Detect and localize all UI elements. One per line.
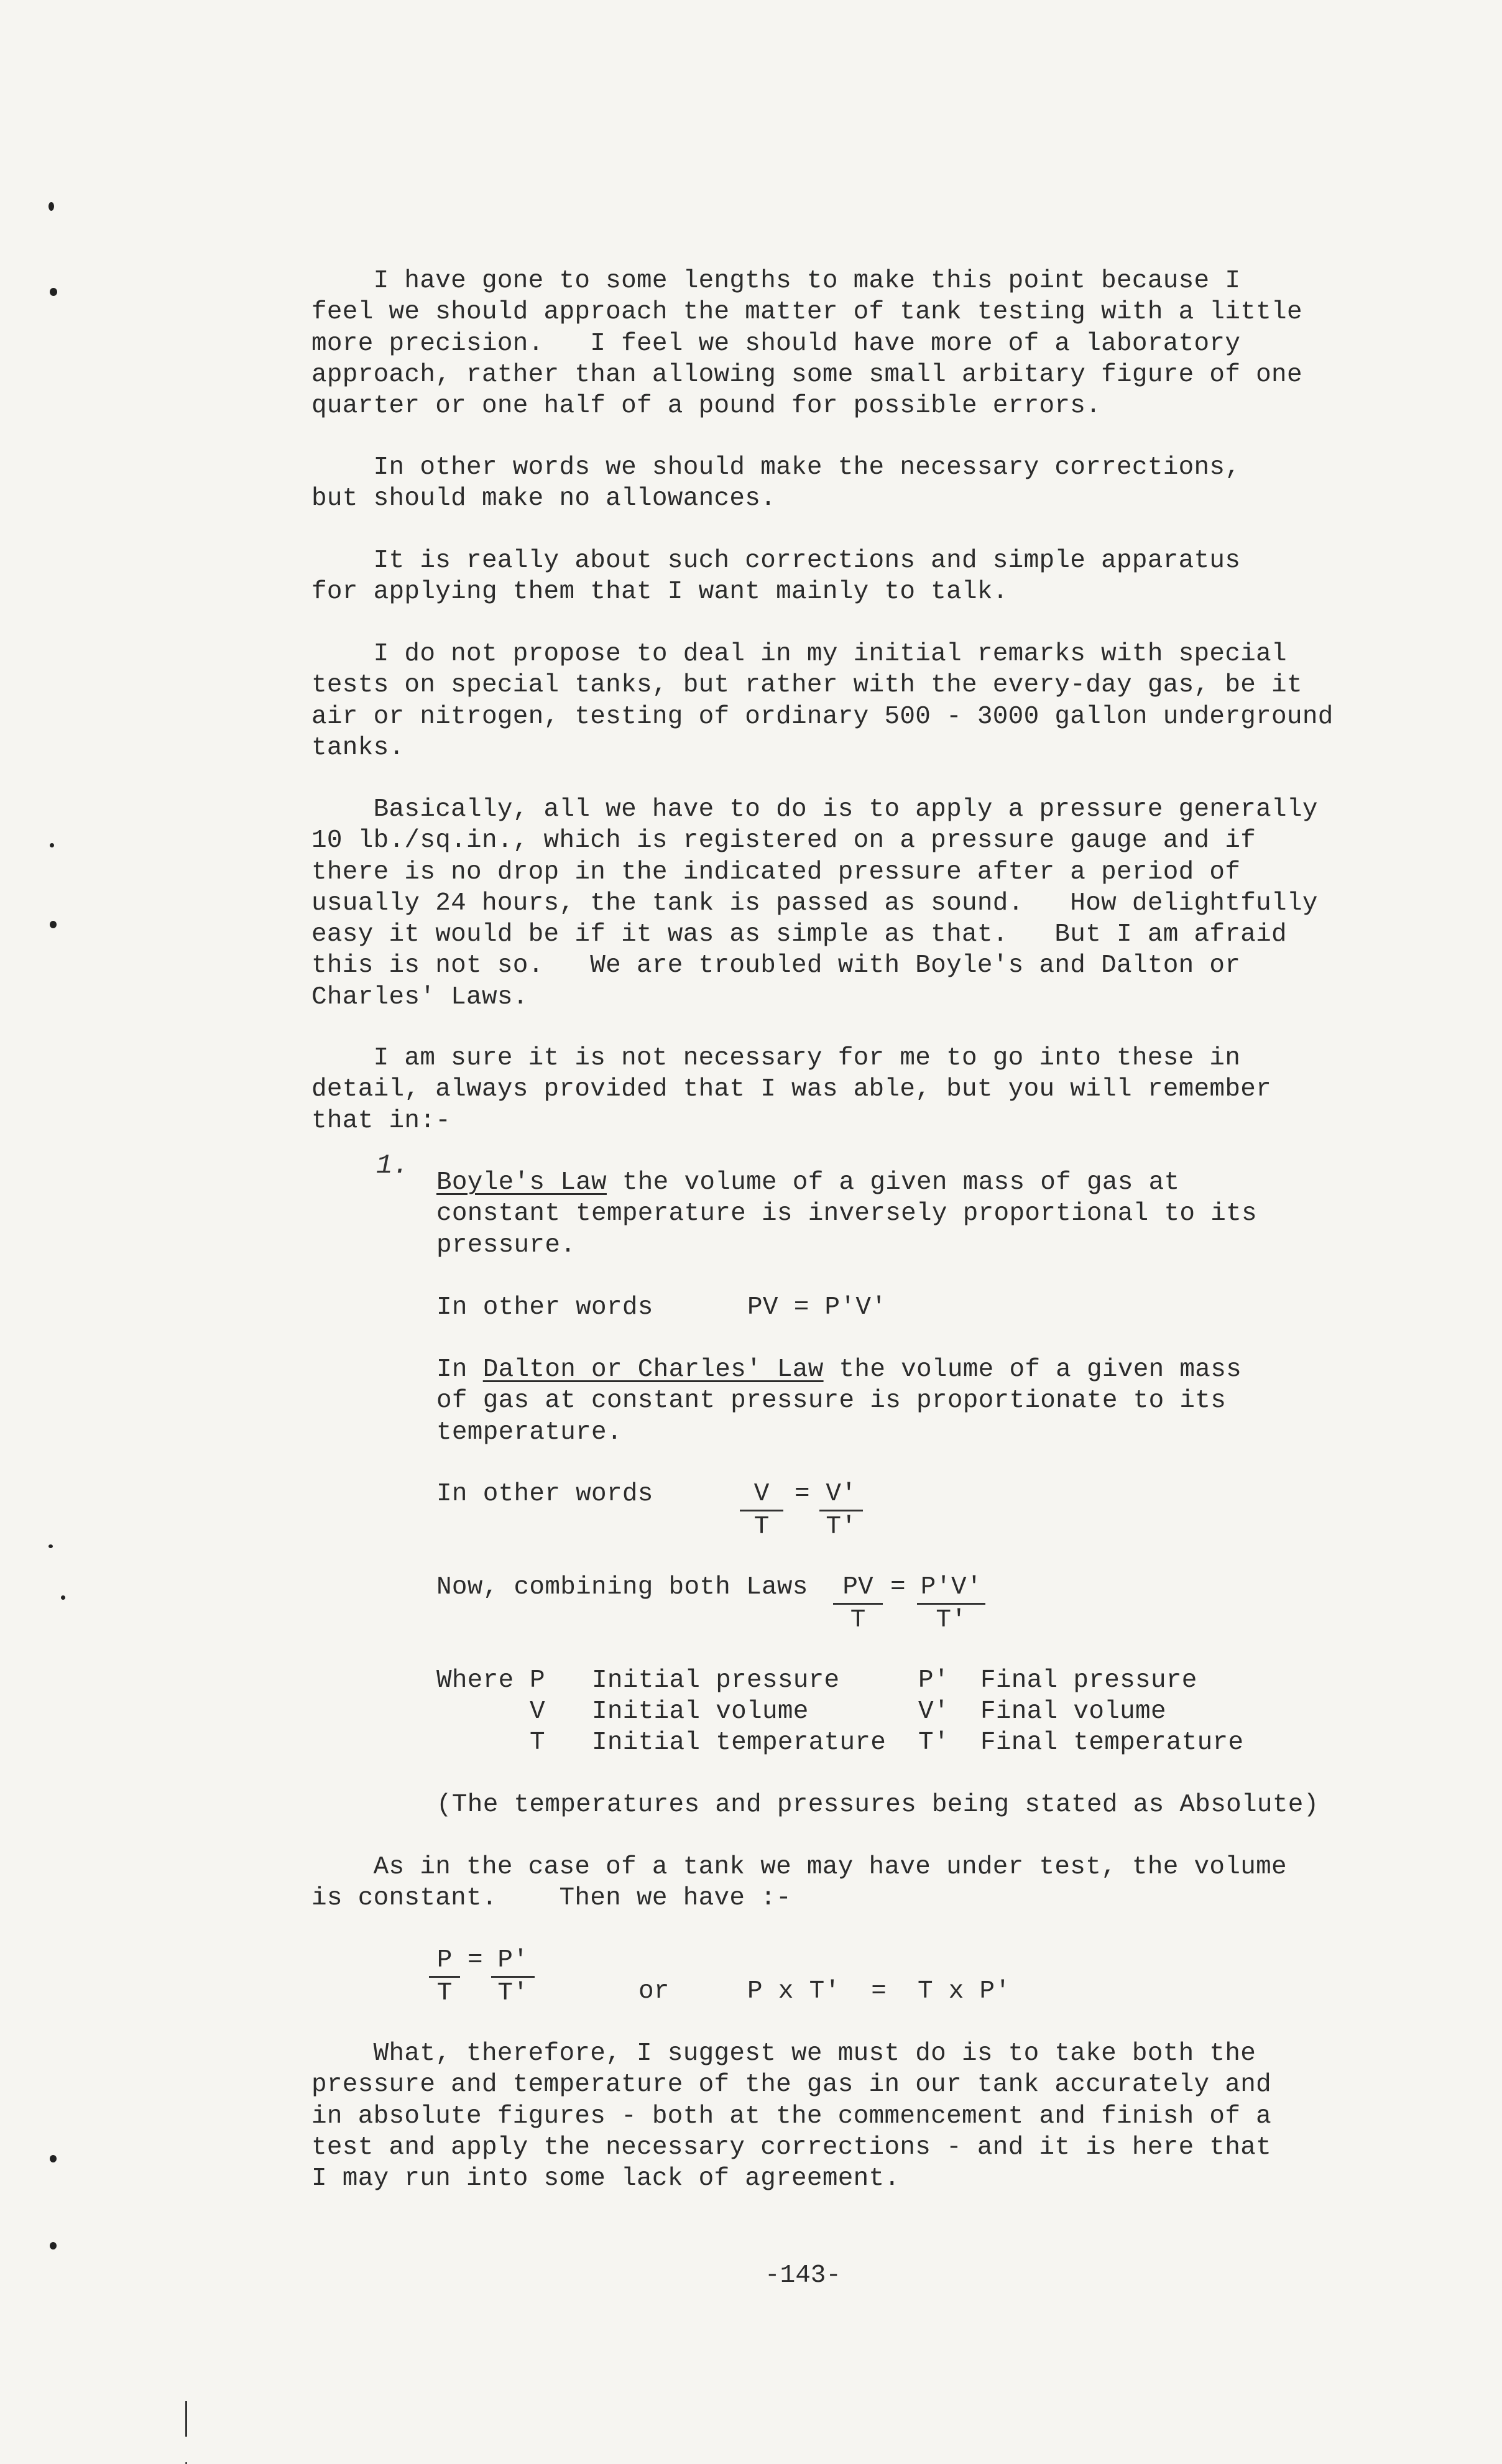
cv-line-1: As in the case of a tank we may have under test, the volume: [311, 1853, 1287, 1881]
p1-line-1: I have gone to some lengths to make this point because I: [311, 267, 1241, 295]
combined-fraction-right: [917, 1572, 985, 1636]
scan-speck: [48, 202, 54, 211]
boyle-line-1-rest: the volume of a given mass of gas at: [606, 1168, 1180, 1197]
dalton-line-2: of gas at constant pressure is proportionate to its: [436, 1387, 1227, 1416]
constant-volume-paragraph: [311, 1852, 1287, 1914]
p5-line-4: usually 24 hours, the tank is passed as sound. How delightfully: [311, 888, 1318, 918]
table-row-3-sym2: T': [918, 1728, 949, 1757]
table-row-1-desc2: Final pressure: [980, 1666, 1197, 1695]
p1-line-4: approach, rather than allowing some small arbitary figure of one: [311, 360, 1302, 389]
margin-line: [185, 2401, 187, 2437]
p2-line-2: but should make no allowances.: [311, 484, 776, 514]
p5-line-3: there is no drop in the indicated pressure after a period of: [311, 857, 1241, 887]
dalton-equals: =: [795, 1480, 810, 1508]
final-frac2-num: P': [491, 1945, 535, 1978]
p6-line-3: that in:-: [311, 1106, 451, 1135]
paragraph-1: [311, 265, 1302, 422]
boyle-other-words: In other words: [436, 1293, 653, 1322]
p4-line-2: tests on special tanks, but rather with the every-day gas, be it: [311, 671, 1302, 700]
dalton-frac2-den: T': [826, 1513, 857, 1541]
p1-line-2: feel we should approach the matter of tank testing with a little: [311, 298, 1302, 327]
dalton-line-1-rest: the volume of a given mass: [823, 1355, 1242, 1384]
dalton-frac1-den: T: [753, 1513, 770, 1541]
table-row-2-desc2: Final volume: [980, 1697, 1166, 1726]
conclusion-line-1: What, therefore, I suggest we must do is to take both the: [311, 2039, 1256, 2068]
absolute-note: (The temperatures and pressures being stated as Absolute): [436, 1791, 1319, 1819]
combined-fraction-left: [833, 1572, 883, 1636]
combined-frac2-num: P'V': [917, 1572, 985, 1605]
table-row-1-sym: P: [530, 1666, 545, 1695]
page-number: -143-: [765, 2261, 842, 2290]
dalton-line-1-pre: In: [436, 1355, 483, 1384]
conclusion-line-3: in absolute figures - both at the commencement and finish of a: [311, 2102, 1272, 2131]
dalton-frac1-num: V: [740, 1479, 783, 1511]
combined-frac1-num: PV: [833, 1572, 883, 1605]
table-row-1-prefix: Where: [436, 1666, 514, 1695]
scan-speck: [50, 921, 57, 928]
paragraph-2: [311, 452, 1240, 515]
p5-line-6: this is not so. We are troubled with Boyle's and Dalton or: [311, 951, 1241, 981]
table-row-3-sym: T: [530, 1728, 545, 1757]
table-row-1-desc: Initial pressure: [592, 1666, 840, 1695]
boyle-formula: PV = P'V': [747, 1293, 887, 1322]
table-row-2-sym: V: [530, 1697, 545, 1726]
p2-line-1: In other words we should make the necessary corrections,: [311, 453, 1241, 482]
p1-line-5: quarter or one half of a pound for possible errors.: [311, 392, 1102, 421]
boyle-law-block: [436, 1167, 1257, 1261]
scan-speck: [50, 2155, 57, 2162]
final-frac1-num: P: [429, 1945, 460, 1978]
final-or: or: [638, 1977, 670, 2006]
table-row-2-desc: Initial volume: [592, 1697, 809, 1726]
boyle-line-3: pressure.: [436, 1230, 576, 1260]
combined-equals: =: [890, 1573, 906, 1602]
dalton-frac2-num: V': [819, 1479, 863, 1511]
p5-line-1: Basically, all we have to do is to apply a pressure generally: [311, 795, 1318, 824]
table-row-1-sym2: P': [918, 1666, 949, 1695]
paragraph-4: [311, 639, 1334, 764]
p6-line-1: I am sure it is not necessary for me to go into these in: [311, 1044, 1241, 1073]
dalton-other-words: In other words: [436, 1480, 653, 1508]
dalton-law-name: Dalton or Charles' Law: [482, 1355, 824, 1384]
p1-line-3: more precision. I feel we should have more of a laboratory: [311, 329, 1241, 358]
p4-line-3: air or nitrogen, testing of ordinary 500 - 3000 gallon underground: [311, 702, 1334, 731]
final-frac2-den: T': [497, 1979, 528, 2008]
scan-speck: [50, 288, 57, 296]
p4-line-4: tanks.: [311, 733, 405, 762]
dalton-law-block: [436, 1354, 1242, 1448]
p5-line-2: 10 lb./sq.in., which is registered on a pressure gauge and if: [311, 826, 1256, 856]
scan-speck: [50, 843, 54, 847]
final-frac1-den: T: [436, 1979, 453, 2008]
conclusion-line-4: test and apply the necessary corrections - and it is here that: [311, 2133, 1272, 2162]
cv-line-2: is constant. Then we have :-: [311, 1884, 792, 1913]
table-row-2-sym2: V': [918, 1697, 949, 1726]
conclusion-paragraph: [311, 2038, 1271, 2194]
scan-speck: [61, 1595, 65, 1600]
paragraph-5: [311, 794, 1318, 1013]
paragraph-6: [311, 1043, 1271, 1137]
handwritten-list-marker: 1.: [376, 1150, 409, 1181]
paragraph-3: [311, 545, 1240, 608]
final-rhs: P x T' = T x P': [747, 1977, 1011, 2006]
combined-label: Now, combining both Laws: [436, 1573, 808, 1602]
combined-frac1-den: T: [850, 1606, 866, 1635]
table-row-3-desc: Initial temperature: [592, 1728, 887, 1757]
p3-line-1: It is really about such corrections and simple apparatus: [311, 547, 1241, 575]
p6-line-2: detail, always provided that I was able, but you will remember: [311, 1075, 1272, 1104]
dalton-line-3: temperature.: [436, 1418, 622, 1447]
p5-line-7: Charles' Laws.: [311, 982, 528, 1012]
dalton-fraction-right: [819, 1479, 863, 1543]
p5-line-5: easy it would be if it was as simple as that. But I am afraid: [311, 920, 1287, 949]
dalton-fraction-left: [740, 1479, 783, 1543]
final-fraction-right: [491, 1945, 535, 2009]
scan-speck: [48, 1544, 53, 1548]
p3-line-2: for applying them that I want mainly to talk.: [311, 578, 1008, 607]
conclusion-line-5: I may run into some lack of agreement.: [311, 2164, 900, 2194]
final-fraction-left: [429, 1945, 460, 2009]
final-equals: =: [468, 1946, 483, 1975]
scan-speck: [50, 2242, 57, 2249]
boyle-line-2: constant temperature is inversely proportional to its: [436, 1199, 1257, 1229]
boyle-law-name: Boyle's Law: [436, 1168, 607, 1197]
table-row-3-desc2: Final temperature: [980, 1728, 1244, 1757]
conclusion-line-2: pressure and temperature of the gas in our tank accurately and: [311, 2070, 1272, 2100]
p4-line-1: I do not propose to deal in my initial remarks with special: [311, 640, 1287, 668]
combined-frac2-den: T': [936, 1606, 967, 1635]
